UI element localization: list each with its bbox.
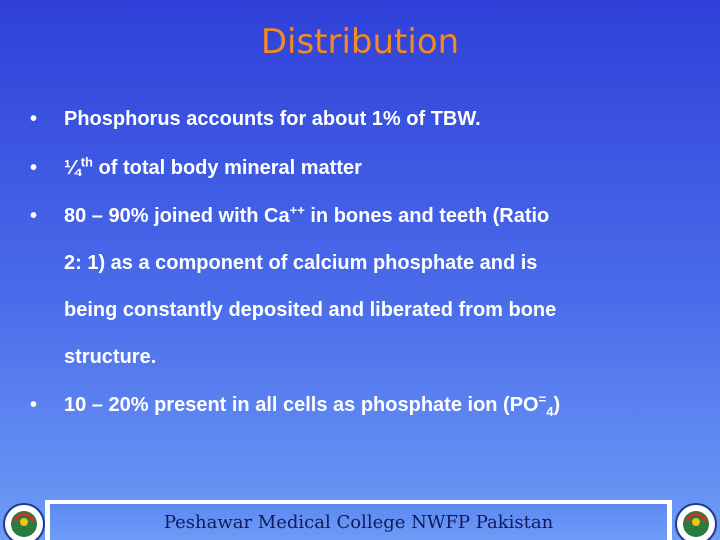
bullet-list (30, 96, 700, 429)
bullet-text: ) (553, 394, 561, 416)
bullet-line: structure. (64, 346, 157, 368)
bullet-item-4 (30, 382, 700, 429)
bullet-text: of total body mineral matter (92, 157, 362, 179)
college-logo-icon (672, 500, 720, 540)
bullet-item-2 (30, 145, 700, 192)
bullet-dot: • (30, 205, 38, 227)
bullet-text: 80 – 90% joined with Ca (64, 205, 290, 227)
bullet-text: in bones and teeth (Ratio (304, 205, 550, 227)
superscript: = (538, 391, 547, 407)
bullet-text: Phosphorus accounts for about 1% of TBW. (64, 108, 481, 130)
bullet-dot: • (30, 394, 38, 416)
bullet-dot: • (30, 157, 38, 179)
bullet-item-1 (30, 96, 700, 143)
bullet-line: 2: 1) as a component of calcium phosphate and is (64, 252, 538, 274)
bullet-line: being constantly deposited and liberated from bone (64, 299, 557, 321)
bullet-text: 10 – 20% present in all cells as phosphate ion (PO (64, 394, 539, 416)
slide-title: Distribution (260, 22, 460, 62)
bullet-item-3 (30, 193, 700, 381)
bullet-text: ¼ (64, 157, 81, 179)
superscript: th (80, 154, 93, 170)
superscript: ++ (289, 202, 305, 218)
bullet-line (64, 193, 700, 240)
bullet-dot: • (30, 108, 38, 130)
subscript: 4 (546, 404, 554, 419)
college-logo-icon (0, 500, 48, 540)
footer-text: Peshawar Medical College NWFP Pakistan (163, 512, 554, 533)
